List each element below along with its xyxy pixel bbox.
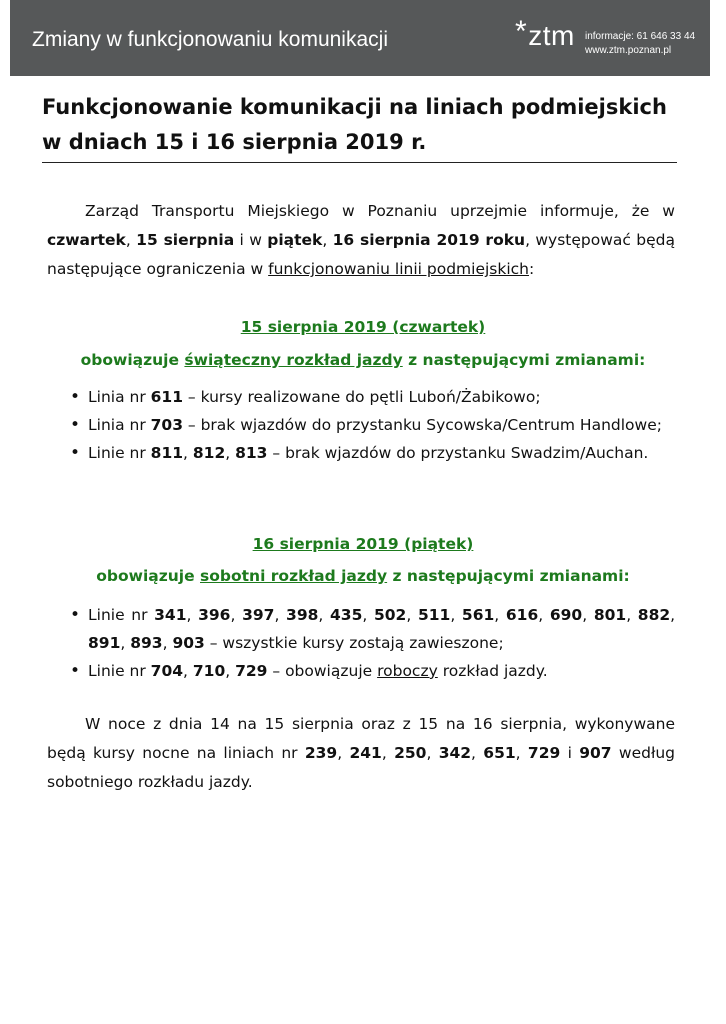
- header-title: Zmiany w funkcjonowaniu komunikacji: [32, 28, 388, 51]
- section1-date: 15 sierpnia 2019 (czwartek): [240, 318, 486, 336]
- night-line-342: 342: [438, 744, 472, 762]
- closing-paragraph: W noce z dnia 14 na 15 sierpnia oraz z 15 na 16 sierpnia, wykonywane będą kursy nocne na liniach nr 239, 241, 250, 342, 651, 729 i 907 według sobotniego rozkładu jazdy.: [47, 715, 676, 791]
- line-number-341: 341: [154, 606, 187, 624]
- section1-list: [70, 383, 675, 467]
- night-line-651: 651: [483, 744, 516, 762]
- page-title: [42, 90, 682, 160]
- logo-text: ztm: [528, 20, 575, 51]
- night-line-250: 250: [394, 744, 427, 762]
- title-line-1: Funkcjonowanie komunikacji na liniach podmiejskich: [42, 95, 667, 119]
- title-divider: [42, 162, 677, 163]
- list-item: • Linie nr 341, 396, 397, 398, 435, 502, 511, 561, 616, 690, 801, 882, 891, 893, 903 – wszystkie kursy zostają zawieszone;: [70, 601, 675, 657]
- night-line-241: 241: [349, 744, 382, 762]
- suspended-lines: 341, 396, 397, 398, 435, 502, 511, 561, 616, 690, 801, 882, 891, 893, 903: [88, 606, 676, 652]
- night-line-729: 729: [527, 744, 561, 762]
- section2-list: [70, 601, 675, 685]
- info-web[interactable]: www.ztm.poznan.pl: [585, 45, 672, 56]
- section2-date: 16 sierpnia 2019 (piątek): [252, 535, 474, 553]
- line-number-891: 891: [88, 634, 121, 652]
- line-number-397: 397: [242, 606, 275, 624]
- contact-info: [585, 30, 695, 58]
- line-number-903: 903: [172, 634, 205, 652]
- line-number-690: 690: [549, 606, 583, 624]
- night-line-239: 239: [304, 744, 338, 762]
- line-number-893: 893: [130, 634, 163, 652]
- section2-subtitle: obowiązuje sobotni rozkład jazdy z następującymi zmianami:: [96, 567, 630, 585]
- line-number-502: 502: [373, 606, 407, 624]
- list-item: • Linia nr 703 – brak wjazdów do przystanku Sycowska/Centrum Handlowe;: [70, 411, 675, 439]
- line-number-801: 801: [593, 606, 627, 624]
- logo-star: *: [515, 15, 528, 48]
- ztm-logo: [515, 15, 575, 53]
- line-number-398: 398: [286, 606, 319, 624]
- line-number-396: 396: [198, 606, 231, 624]
- header-bar: [10, 0, 710, 76]
- list-item: • Linie nr 704, 710, 729 – obowiązuje roboczy rozkład jazdy.: [70, 657, 675, 685]
- line-number-435: 435: [330, 606, 363, 624]
- info-phone: informacje: 61 646 33 44: [585, 31, 696, 42]
- section1-subtitle: obowiązuje świąteczny rozkład jazdy z następującymi zmianami:: [80, 351, 646, 369]
- line-number-561: 561: [461, 606, 495, 624]
- list-item: • Linie nr 811, 812, 813 – brak wjazdów do przystanku Swadzim/Auchan.: [70, 439, 675, 467]
- title-line-2: w dniach 15 i 16 sierpnia 2019 r.: [42, 130, 427, 154]
- line-number-616: 616: [505, 606, 539, 624]
- list-item: • Linia nr 611 – kursy realizowane do pętli Luboń/Żabikowo;: [70, 383, 675, 411]
- night-lines: 239, 241, 250, 342, 651, 729: [304, 744, 561, 762]
- line-number-882: 882: [637, 606, 671, 624]
- line-number-511: 511: [417, 606, 451, 624]
- intro-paragraph: Zarząd Transportu Miejskiego w Poznaniu uprzejmie informuje, że w czwartek, 15 sierpnia i w piątek, 16 sierpnia 2019 roku, występować będą następujące ograniczenia w funkcjonowaniu linii podmiejskich:: [47, 202, 675, 278]
